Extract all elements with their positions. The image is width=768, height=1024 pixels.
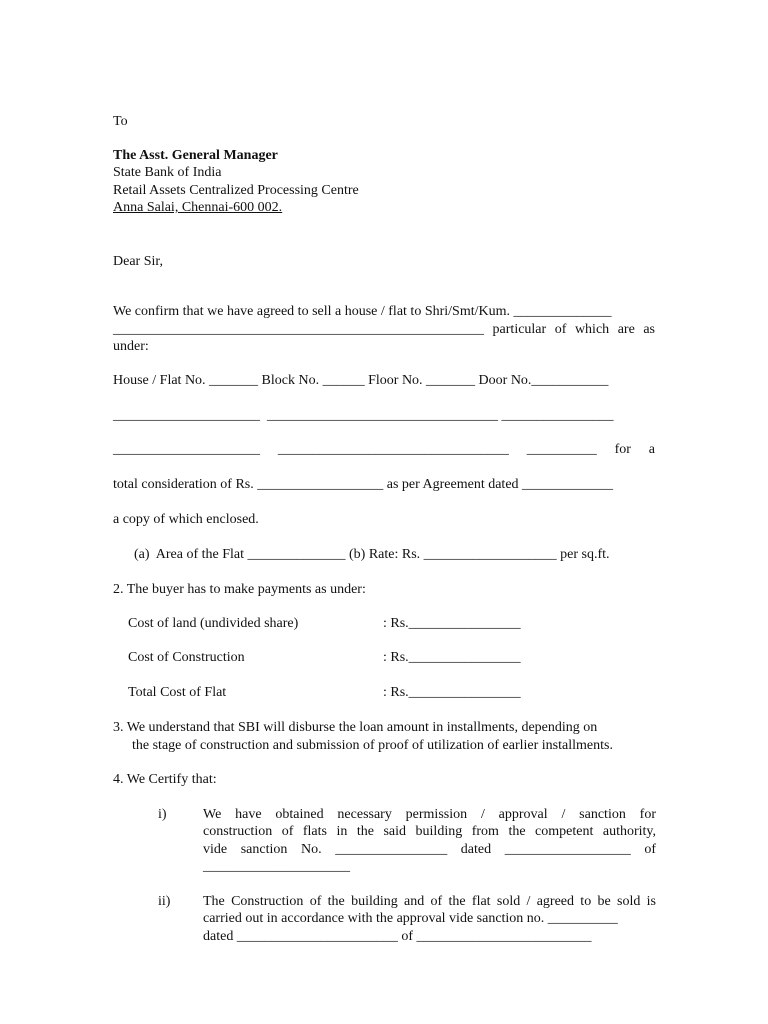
item-ii-line3: dated _______________________ of _________________________ [203,929,592,944]
flat-details-line: House / Flat No. _______ Block No. ______ Floor No. _______ Door No.___________ [113,373,609,388]
section-4-heading: 4. We Certify that: [113,772,217,787]
blank-line-1: _____________________ _________________________________ ________________ [113,408,614,423]
item-number: ii) [158,894,171,909]
item-ii-line1: The Construction of the building and of the flat sold / agreed to be sold is [203,894,656,909]
consideration-line: total consideration of Rs. __________________ as per Agreement dated _____________ [113,477,614,492]
payment-row-value: : Rs.________________ [383,616,521,631]
area-rate-line: (a) Area of the Flat ______________ (b) Rate: Rs. ___________________ per sq.ft. [134,547,610,562]
item-ii-line2: carried out in accordance with the approval vide sanction no. __________ [203,911,618,926]
addressee-bank: State Bank of India [113,165,222,180]
payment-row-label: Cost of Construction [128,650,245,665]
payment-row-value: : Rs.________________ [383,685,521,700]
payment-row-label: Cost of land (undivided share) [128,616,299,631]
addressee-centre: Retail Assets Centralized Processing Centre [113,183,359,198]
item-i-line1: We have obtained necessary permission / approval / sanction for [203,807,656,822]
greeting: Dear Sir, [113,254,163,269]
payment-row-label: Total Cost of Flat [128,685,227,700]
item-i-line2: construction of flats in the said building from the competent authority, [203,824,656,839]
para1-line2: _____________________________________________________ particular of which are as [113,322,655,337]
item-i-line4: _____________________ [203,859,350,874]
para1-line1: We confirm that we have agreed to sell a house / flat to Shri/Smt/Kum. ______________ [113,304,612,319]
section-2-heading: 2. The buyer has to make payments as under: [113,582,366,597]
addressee-address: Anna Salai, Chennai-600 002. [113,200,283,215]
para1-line3: under: [113,339,149,354]
section-3-line1: 3. We understand that SBI will disburse the loan amount in installments, depending on [113,720,598,735]
item-number: i) [158,807,167,822]
blank-line-2: _____________________ _________________________________ __________ for a [113,442,655,457]
payment-row-value: : Rs.________________ [383,650,521,665]
copy-enclosed-line: a copy of which enclosed. [113,512,259,527]
to-label: To [113,114,128,129]
section-3-line2: the stage of construction and submission of proof of utilization of earlier installments. [132,738,613,753]
item-i-line3: vide sanction No. ________________ dated __________________ of [203,842,656,857]
addressee-title: The Asst. General Manager [113,148,278,163]
